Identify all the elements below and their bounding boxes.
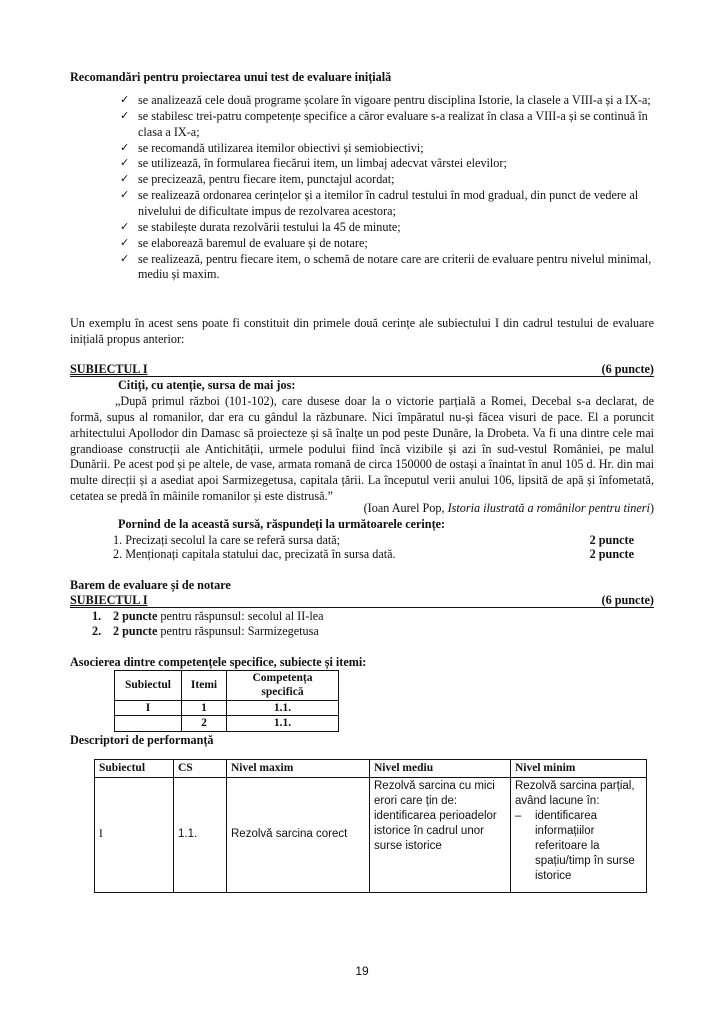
source-text: „După primul război (101-102), care dusese doar la o victorie parțială a Romei, Decebal s-a declarat, de formă, supus al romanilor, dar era cu gândul la răzbunare. Nici împăratul nu-și făcea visuri de pace. El a poruncit arhitectului Apollodor din Damasc să proiecteze și să înalțe un pod peste Dunăre, la Drobeta. Va fi una dintre cele mai grandioase construcții ale Antichității, urmele podului fiind încă vizibile și azi în sud-vestul României, pe malul Dunării. Pe acest pod și pe altele, de vase, armata romană de circa 150000 de ostași a înaintat în anul 105 d. Hr. din mai multe direcții și a asediat apoi Sarmizegetusa, capitala țării. La începutul verii anului 106, lipsită de apă și înfometată, cetatea se predă în mâinile romanilor și este distrusă.” (70, 394, 654, 504)
table-cell (115, 716, 182, 731)
checkmark-icon: ✓ (120, 251, 130, 265)
list-item: ✓ se analizează cele două programe școlare în vigoare pentru disciplina Istorie, la clasele a VIII-a și a IX-a; (120, 93, 651, 107)
table-header-row (95, 760, 647, 778)
source-citation: (Ioan Aurel Pop, Istoria ilustrată a românilor pentru tineri) (363, 501, 654, 515)
subject-points: (6 puncte) (601, 362, 654, 376)
descriptors-title: Descriptori de performanță (70, 733, 214, 747)
dash-bullet: – (515, 809, 522, 822)
barem-subject-title: SUBIECTUL I (70, 593, 148, 607)
table-row (95, 777, 647, 892)
list-item: ✓ se stabilește durata rezolvării testului la 45 de minute; (120, 219, 401, 234)
task-row (113, 547, 634, 563)
checkmark-icon: ✓ (120, 235, 130, 249)
table-header-cell: Nivel maxim (227, 760, 370, 778)
checkmark-icon: ✓ (120, 188, 130, 202)
barem-subject-points: (6 puncte) (601, 593, 654, 607)
barem-title: Barem de evaluare și de notare (70, 578, 231, 592)
table-cell: 1.1. (174, 777, 227, 892)
task-points: 2 puncte (589, 533, 634, 547)
checkmark-icon: ✓ (120, 140, 130, 154)
min-list-item: – identificarea informațiilor referitoare la spațiu/timp în surse istorice (515, 809, 635, 882)
list-item: ✓ se realizează, pentru fiecare item, o schemă de notare care are criterii de evaluare pentru nivelul minimal, mediu și maxim. (120, 251, 652, 282)
table-header-cell: Competența specifică (227, 671, 339, 701)
table-cell: 1.1. (227, 716, 339, 731)
association-title: Asocierea dintre competențele specifice, subiecte și itemi: (70, 655, 367, 669)
task-instruction: Pornind de la această sursă, răspundeți la următoarele cerințe: (118, 517, 446, 531)
table-header-cell: Nivel minim (511, 760, 647, 778)
table-header-cell: Nivel mediu (370, 760, 511, 778)
checkmark-icon: ✓ (120, 156, 130, 170)
list-item: ✓ se stabilesc trei-patru competențe specifice a căror evaluare s-a realizat în clasa a VIII-a și se continuă în clasa a IX-a; (120, 108, 648, 139)
subject-header (70, 362, 654, 377)
table-cell: Rezolvă sarcina cu mici erori care țin de: identificarea perioadelor istorice în cadrul unor surse istorice (370, 777, 511, 892)
example-intro: Un exemplu în acest sens poate fi constituit din primele două cerințe ale subiectului I din cadrul testului de evaluare inițială propus anterior: (70, 316, 654, 346)
table-cell: 1.1. (227, 700, 339, 715)
list-item: ✓ se elaborează baremul de evaluare și de notare; (120, 235, 368, 250)
descriptors-table (94, 759, 647, 893)
checkmark-icon: ✓ (120, 219, 130, 233)
table-cell: 1 (182, 700, 227, 715)
barem-item: 1. 2 puncte pentru răspunsul: secolul al II-lea (92, 609, 324, 623)
table-row (115, 716, 339, 731)
subject-title: SUBIECTUL I (70, 362, 148, 376)
barem-item: 2. 2 puncte pentru răspunsul: Sarmizegetusa (92, 624, 319, 638)
recommendations-title: Recomandări pentru proiectarea unui test de evaluare inițială (70, 70, 392, 84)
task-points: 2 puncte (589, 547, 634, 561)
task-text: 2. Menționați capitala statului dac, precizată în sursa dată. (113, 547, 396, 561)
table-cell: 2 (182, 716, 227, 731)
table-row (115, 700, 339, 715)
table-header-cell: Itemi (182, 671, 227, 701)
checkmark-icon: ✓ (120, 93, 130, 106)
list-item: ✓ se realizează ordonarea cerințelor și a itemilor în cadrul testului în mod gradual, din punct de vedere al nivelului de dificultate impus de rezolvarea acestora; (120, 188, 639, 219)
checkmark-icon: ✓ (120, 108, 130, 122)
table-header-row (115, 671, 339, 701)
read-instruction: Citiți, cu atenție, sursa de mai jos: (118, 378, 296, 392)
table-header-cell: Subiectul (115, 671, 182, 701)
task-text: 1. Precizați secolul la care se referă sursa dată; (113, 533, 341, 547)
list-item: ✓ se utilizează, în formularea fiecărui item, un limbaj adecvat vârstei elevilor; (120, 156, 507, 171)
recommendations-list (120, 93, 660, 283)
table-header-cell: Subiectul (95, 760, 174, 778)
barem-subject-header (70, 593, 654, 608)
table-cell: I (95, 777, 174, 892)
checkmark-icon: ✓ (120, 172, 130, 186)
table-cell: I (115, 700, 182, 715)
list-item: ✓ se precizează, pentru fiecare item, punctajul acordat; (120, 172, 395, 187)
min-intro: Rezolvă sarcina parțial, având lacune în: (515, 779, 635, 807)
page-number: 19 (355, 964, 369, 978)
association-table (114, 670, 339, 732)
table-cell: Rezolvă sarcina corect (227, 777, 370, 892)
table-header-cell: CS (174, 760, 227, 778)
table-cell (511, 777, 647, 892)
list-item: ✓ se recomandă utilizarea itemilor obiectivi și semiobiectivi; (120, 140, 424, 155)
